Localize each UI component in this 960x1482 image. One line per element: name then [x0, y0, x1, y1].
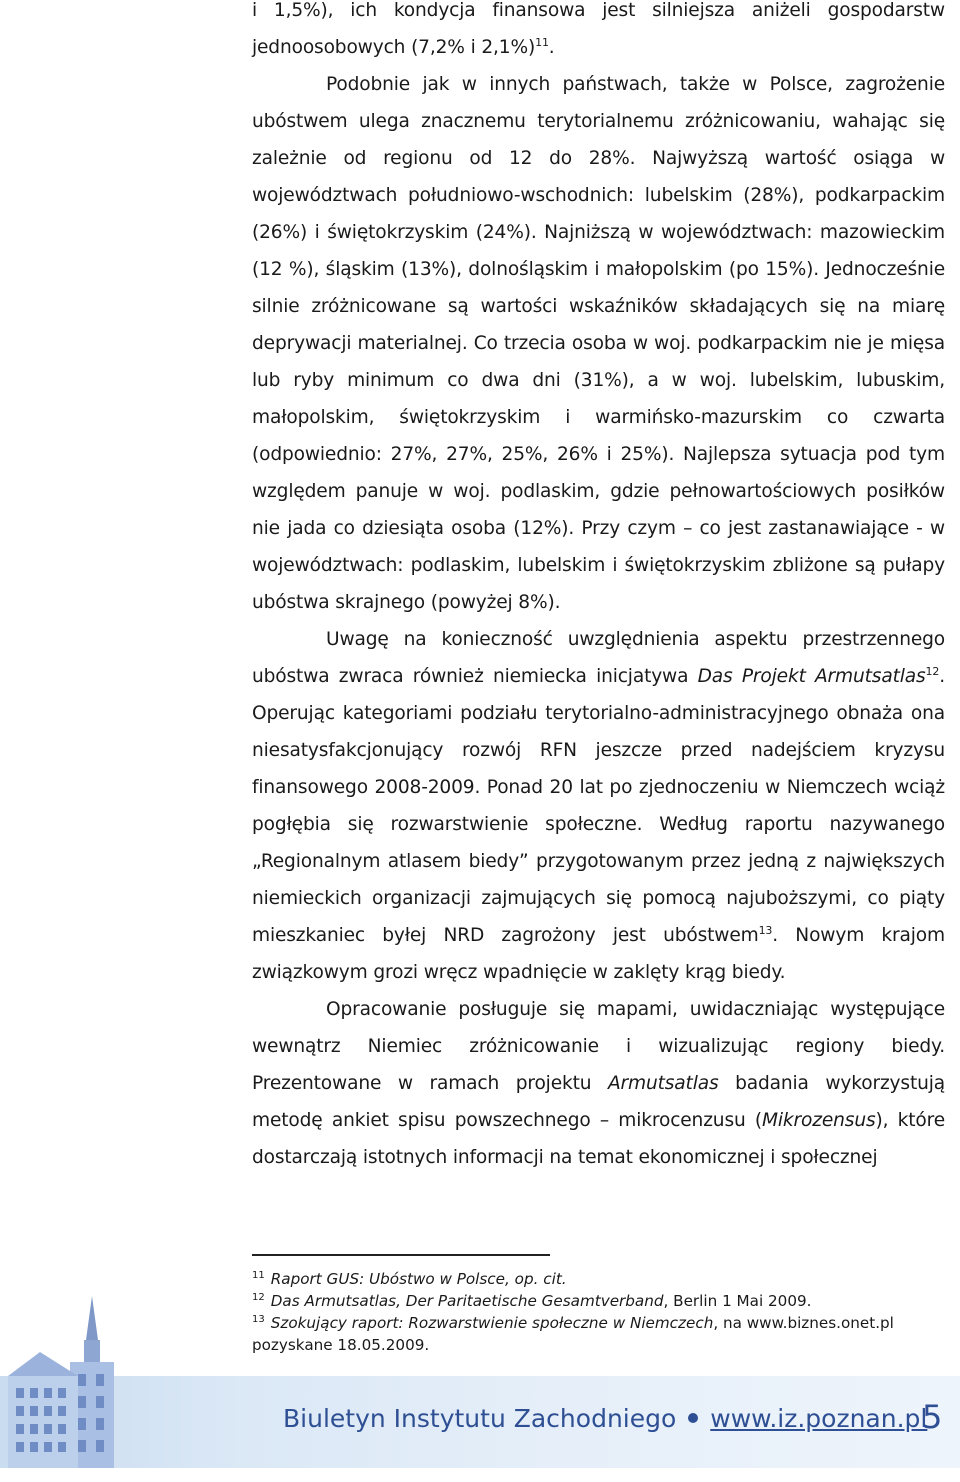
footnotes — [252, 1268, 952, 1356]
footnote-ref-13[interactable]: 13 — [758, 924, 773, 937]
paragraph-2: Podobnie jak w innych państwach, także w Polsce, zagrożenie ubóstwem ulega znacznemu terytorialnemu zróżnicowaniu, wahając się zależnie od regionu od 12 do 28%. Najwyższą wartość osiąga w województwach południowo-wschodnich: lubelskim (28%), podkarpackim (26%) i świętokrzyskim (24%). Najniższą w województwach: mazowieckim (12 %), śląskim (13%), dolnośląskim i małopolskim (po 15%). Jednocześnie silnie zróżnicowane są wartości wskaźników składających się na miarę deprywacji materialnej. Co trzecia osoba w woj. podkarpackim nie je mięsa lub ryby minimum co dwa dni (31%), a w woj. lubelskim, lubuskim, małopolskim, świętokrzyskim i warmińsko-mazurskim co czwarta (odpowiednio: 27%, 27%, 25%, 26% i 25%). Najlepsza sytuacja pod tym względem panuje w woj. podlaskim, gdzie pełnowartościowych posiłków nie jada co dziesiąta osoba (12%). Przy czym – co jest zastanawiające - w województwach: podlaskim, lubelskim i świętokrzyskim zbliżone są pułapy ubóstwa skrajnego (powyżej 8%). — [252, 74, 945, 613]
footnote-13: $^{13}$ Szokujący raport: Rozwarstwienie społeczne w Niemczech, na www.biznes.onet.pl pozyskane 18.05.2009. — [252, 1314, 894, 1354]
footer-title: Biuletyn Instytutu Zachodniego — [283, 1404, 677, 1433]
italic-mikrozensus: Mikrozensus — [762, 1110, 876, 1131]
italic-armutsatlas: Armutsatlas — [607, 1073, 719, 1094]
footer-website-link[interactable]: www.iz.poznan.pl — [710, 1404, 928, 1433]
footnote-ref-12[interactable]: 12 — [925, 665, 940, 678]
footnote-12: $^{12}$ Das Armutsatlas, Der Paritaetische Gesamtverband, Berlin 1 Mai 2009. — [252, 1292, 812, 1310]
footnote-divider — [252, 1254, 550, 1256]
paragraph-1: i 1,5%), ich kondycja finansowa jest silniejsza aniżeli gospodarstw jednoosobowych (7,2% i 2,1%)$^{11}$. — [252, 0, 945, 58]
paragraph-4: Opracowanie posługuje się mapami, uwidaczniając występujące wewnątrz Niemiec zróżnicowanie i wizualizując regiony biedy. Prezentowane w ramach projektu Armutsatlas badania wykorzystują metodę ankiet spisu powszechnego – mikrocenzusu (Mikrozensus), które dostarczają istotnych informacji na temat ekonomicznej i społecznej — [252, 999, 945, 1168]
institute-building-logo-icon — [0, 1296, 140, 1472]
footer-bulletin — [283, 1404, 927, 1433]
page-number: 5 — [922, 1398, 943, 1436]
italic-project-name: Das Projekt Armutsatlas — [697, 666, 926, 687]
main-text — [252, 0, 945, 1176]
bullet-icon — [688, 1413, 698, 1423]
footnote-11: $^{11}$ Raport GUS: Ubóstwo w Polsce, op. cit. — [252, 1270, 567, 1288]
paragraph-3: Uwagę na konieczność uwzględnienia aspektu przestrzennego ubóstwa zwraca również niemiecka inicjatywa Das Projekt Armutsatlas$^{12}$. Operując kategoriami podziału terytorialno-administracyjnego obnaża ona niesatysfakcjonujący rozwój RFN jeszcze przed nadejściem kryzysu finansowego 2008-2009. Ponad 20 lat po zjednoczeniu w Niemczech wciąż pogłębia się rozwarstwienie społeczne. Według raportu nazywanego „Regionalnym atlasem biedy” przygotowanym przez jedną z największych niemieckich organizacji zajmujących się pomocą najuboższymi, co piąty mieszkaniec byłej NRD zagrożony jest ubóstwem$^{13}$. Nowym krajom związkowym grozi wręcz wpadnięcie w zaklęty krąg biedy. — [252, 629, 945, 983]
footnote-ref-11[interactable]: 11 — [535, 36, 549, 49]
